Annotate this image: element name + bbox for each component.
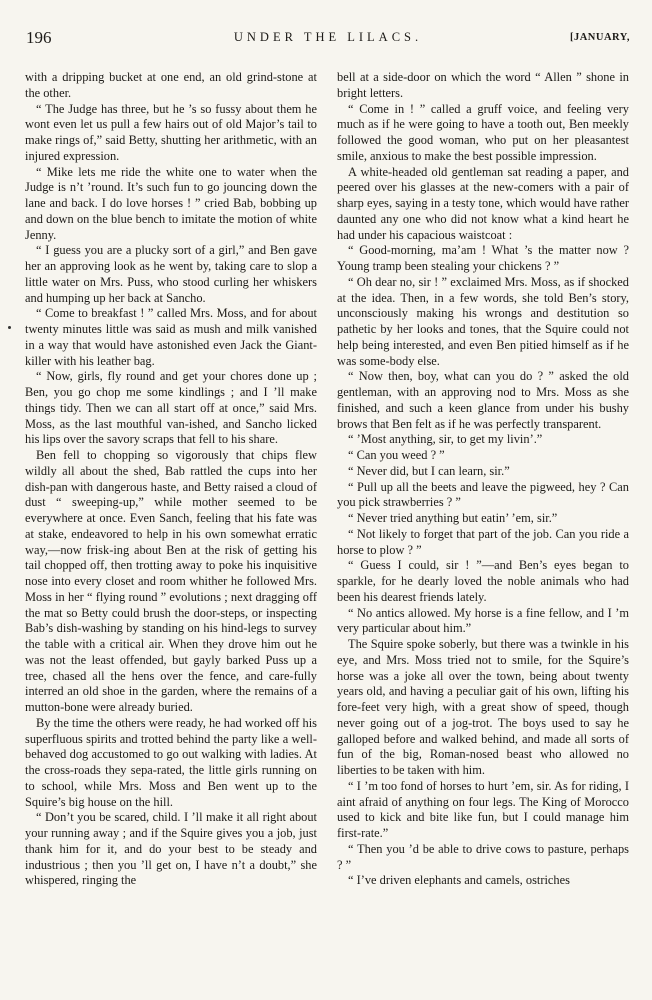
paragraph: “ I’ve driven elephants and camels, ostriches [348, 873, 570, 888]
page-number: 196 [26, 28, 52, 47]
paragraph: “ Guess I could, sir ! ”—and Ben’s eyes began to sparkle, for he dearly loved the noble animals who had been his dearest friends lately. [337, 558, 629, 604]
paragraph: “ Never did, but I can learn, sir.” [348, 463, 510, 478]
paragraph: “ Not likely to forget that part of the job. Can you ride a horse to plow ? ” [337, 526, 629, 557]
running-title: UNDER THE LILACS. [233, 30, 423, 44]
paragraph: “ The Judge has three, but he ’s so fussy about them he wont even let us pull a few hairs out of old Major’s tail to make rings of,” said Betty, shutting her arithmetic, with an injured expression. [25, 101, 317, 163]
running-header [26, 28, 630, 50]
paragraph: bell at a side-door on which the word “ Allen ” shone in bright letters. [337, 70, 629, 100]
paragraph: Ben fell to chopping so vigorously that chips flew wildly all about the shed, Bab rattled the cups into her dish-pan with dangerous haste, and Betty raised a cloud of dust “ sweeping-up,” while mother seemed to be everywhere at once. Even Sanch, feeling that his fate was at stake, endeavored to help in his own somewhat erratic way,—now frisk-ing about Ben at the risk of getting his tail chopped off, then trotting away to poke his inquisitive nose into every closet and room whither he followed Mrs. Moss in her “ flying round ” evolutions ; next dragging off the mat so Betty could brush the door-steps, or inspecting Bab’s dish-washing by standing on his hind-legs to survey the table with a critical air. When they drove him out he was not the least offended, but gayly barked Puss up a tree, chased all the hens over the fence, and care-fully interred an old shoe in the garden, where the remains of a mutton-bone were already buried. [25, 448, 317, 714]
paragraph: “ Can you weed ? ” [348, 448, 445, 462]
margin-dot-mark [8, 326, 11, 329]
paragraph: with a dripping bucket at one end, an old grind-stone at the other. [25, 70, 317, 100]
paragraph: “ Good-morning, ma’am ! What ’s the matter now ? Young tramp been stealing your chickens ? ” [337, 243, 629, 273]
left-column [25, 70, 317, 889]
paragraph: “ I ’m too fond of horses to hurt ’em, sir. As for riding, I aint afraid of anything on four legs. The King of Morocco used to kick and bite like fun, but I could manage him first-rate.” [337, 778, 629, 840]
paragraph: “ I guess you are a plucky sort of a girl,” and Ben gave her an approving look as he went by, taking care to slop a little water on Mrs. Puss, who stood curling her whiskers and humping up her back at Sancho. [25, 243, 317, 305]
paragraph: “ Come to breakfast ! ” called Mrs. Moss, and for about twenty minutes little was said as mush and milk vanished in a way that would have astonished even Jack the Giant-killer with his leather bag. [25, 306, 317, 368]
paragraph: “ Never tried anything but eatin’ ’em, sir.” [348, 511, 558, 525]
paragraph: “ ’Most anything, sir, to get my livin’.” [348, 432, 543, 447]
paragraph: “ Mike lets me ride the white one to water when the Judge is n’t ’round. It’s such fun to go jouncing down the lane and back. I do love horses ! ” cried Bab, bobbing up and down on the blue bench to imitate the motion of white Jenny. [25, 164, 317, 242]
paragraph: “ Oh dear no, sir ! ” exclaimed Mrs. Moss, as if shocked at the idea. Then, in a few words, she told Ben’s story, unconsciously making his wrongs and destitution so pathetic by her looks and tones, that the Squire could not help being interested, and even Ben pitied himself as if he was some-body else. [337, 274, 629, 368]
paragraph: “ Then you ’d be able to drive cows to pasture, perhaps ? ” [337, 841, 629, 872]
paragraph: “ Now, girls, fly round and get your chores done up ; Ben, you go chop me some kindlings ; and I ’ll make things tidy. Then we can all start off at once,” said Mrs. Moss, as the last mouthful van-ished, and Sancho licked his lips over the savory scraps that fell to his share. [25, 369, 317, 447]
paragraph: By the time the others were ready, he had worked off his superfluous spirits and trotted behind the party like a well-behaved dog accustomed to go out walking with ladies. At the cross-roads they sepa-rated, the little girls running on to school, while Mrs. Moss and Ben went up to the Squire’s big house on the hill. [25, 715, 317, 809]
issue-month: [JANUARY, [569, 32, 630, 43]
paragraph: “ Don’t you be scared, child. I ’ll make it all right about your running away ; and if the Squire gives you a job, just thank him for it, and do your best to be steady and industrious ; then you ’ll get on, I have n’t a doubt,” she whispered, ringing the [25, 810, 317, 888]
paragraph: The Squire spoke soberly, but there was a twinkle in his eye, and Mrs. Moss tried not to smile, for the Squire’s horse was a joke all over the town, being about twenty years old, and having a peculiar gait of his own, lifting his fore-feet very high, with a great show of speed, though never going out of a jog-trot. The boys used to say he galloped before and walked behind, and made all sorts of fun of the big, Roman-nosed beast who allowed no liberties to be taken with him. [337, 637, 629, 777]
paragraph: “ Come in ! ” called a gruff voice, and feeling very much as if he were going to have a tooth out, Ben meekly followed the good woman, who put on her pleasantest smile, anxious to make the best possible impression. [337, 101, 629, 163]
paragraph: “ Pull up all the beets and leave the pigweed, hey ? Can you pick strawberries ? ” [337, 479, 629, 510]
paragraph: “ No antics allowed. My horse is a fine fellow, and I ’m very particular about him.” [337, 605, 629, 636]
paragraph: “ Now then, boy, what can you do ? ” asked the old gentleman, with an approving nod to Mrs. Moss as she finished, and such a keen glance from under his bushy brows that Ben felt as if he was perfectly transparent. [337, 369, 629, 431]
paragraph: A white-headed old gentleman sat reading a paper, and peered over his glasses at the new-comers with a pair of sharp eyes, saying in a testy tone, which would have rather daunted any one who did not know what a kind heart he had under his capacious waistcoat : [337, 164, 629, 242]
right-column [337, 70, 629, 889]
